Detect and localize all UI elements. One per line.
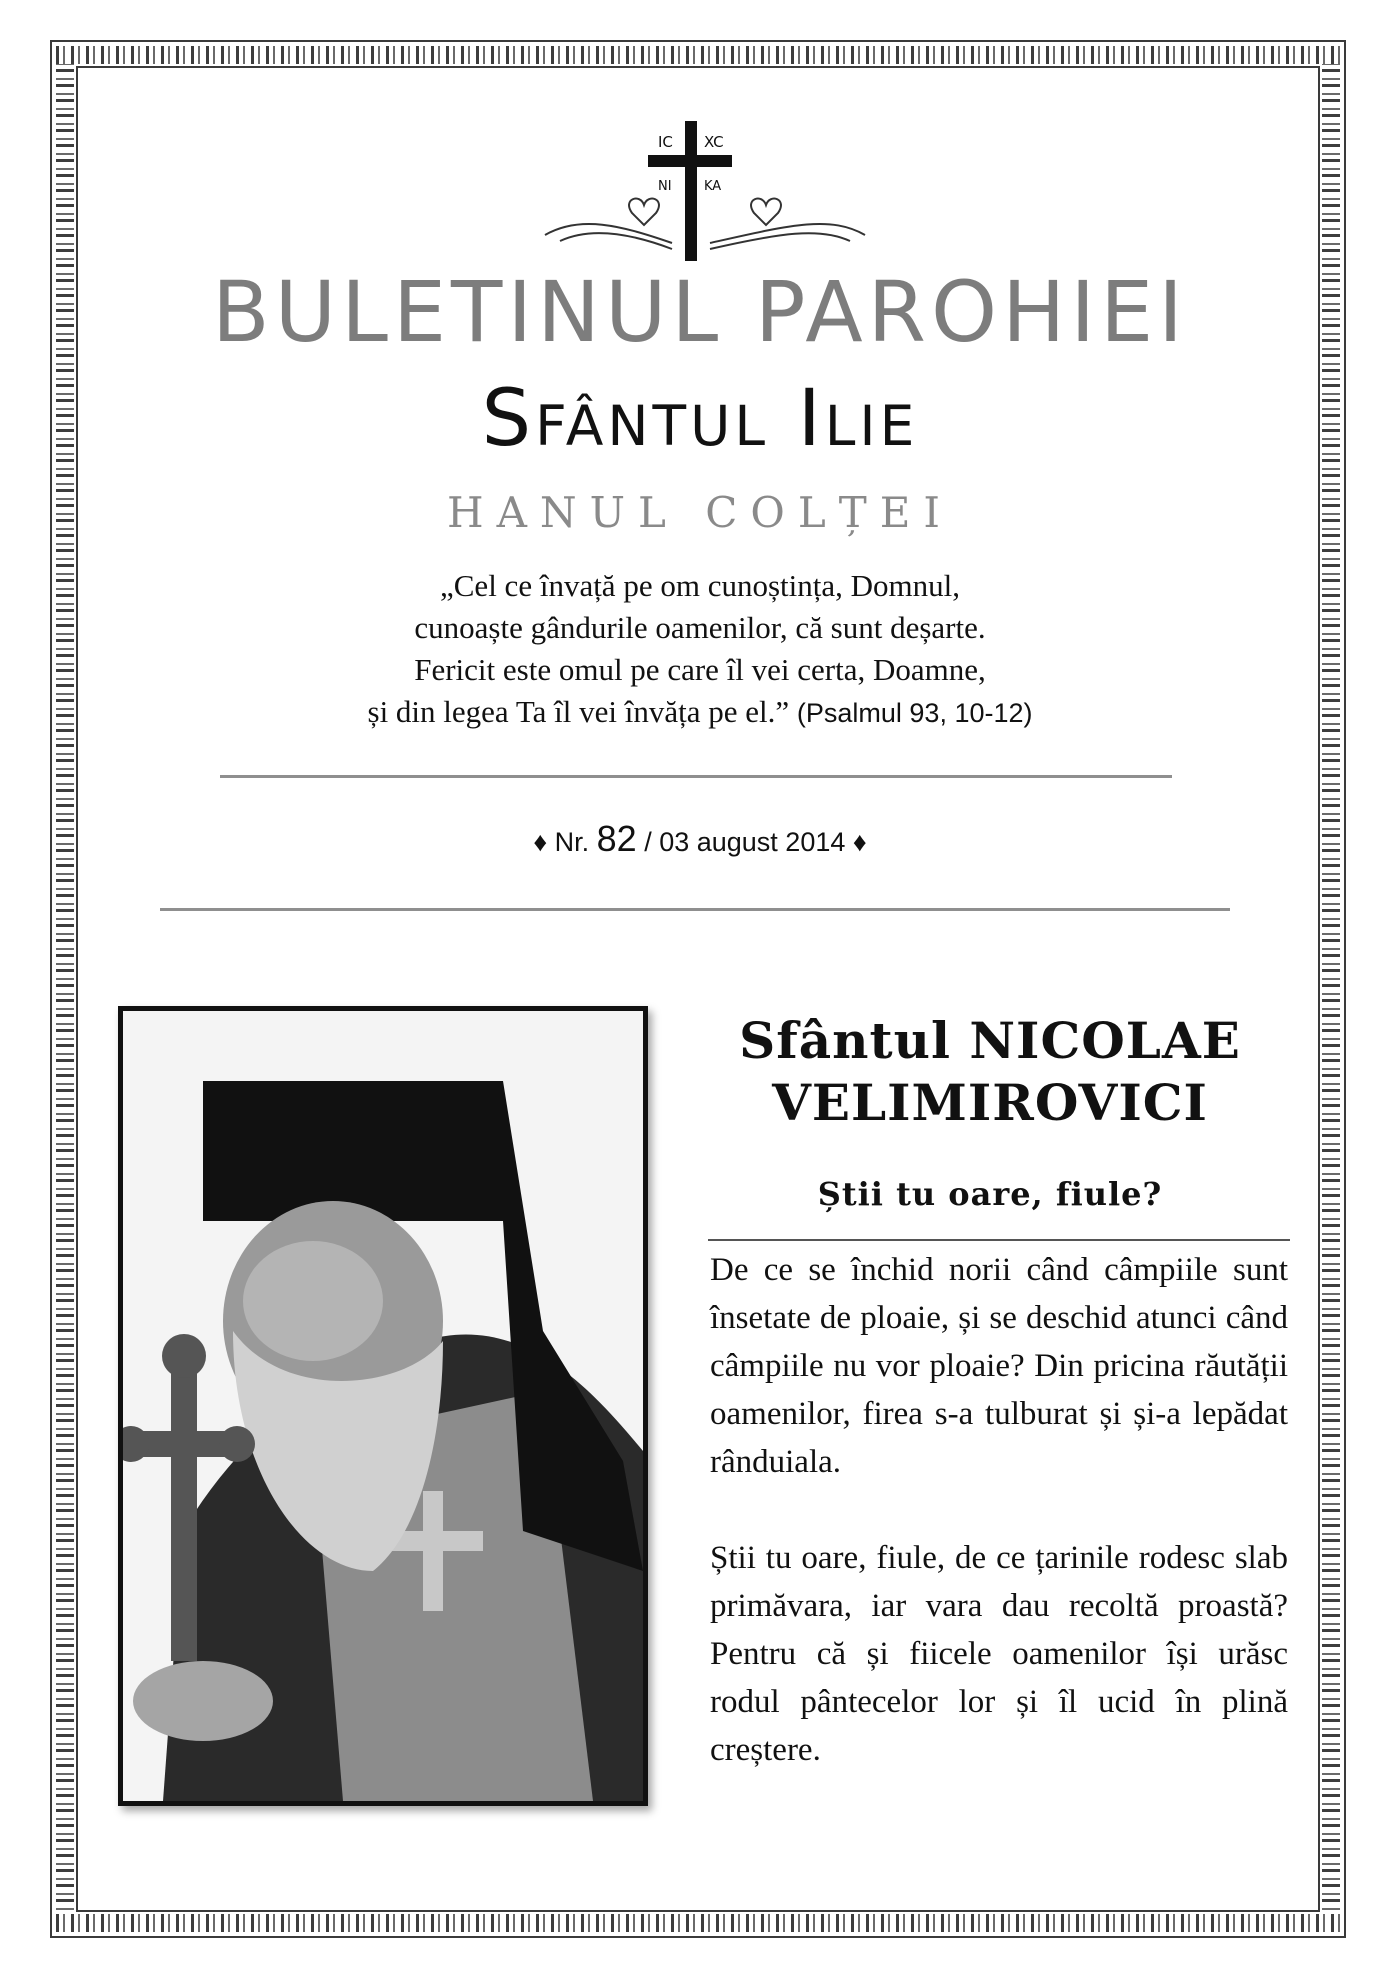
- article-title-line-2: VELIMIROVICI: [772, 1073, 1208, 1132]
- emblem-ka: KA: [704, 179, 722, 194]
- article-title-line-1: Sfântul NICOLAE: [739, 1011, 1241, 1070]
- psalm-quote: [250, 565, 1150, 734]
- flourish-left-icon: [545, 199, 672, 249]
- saint-portrait: [118, 1006, 648, 1806]
- portrait-illustration: [123, 1011, 643, 1801]
- issue-info: [0, 818, 1400, 860]
- divider-top: [220, 775, 1172, 778]
- quote-line-3: Fericit este omul pe care îl vei certa, Doamne,: [414, 652, 986, 687]
- quote-line-2: cunoaște gândurile oamenilor, că sunt deșarte.: [414, 610, 986, 645]
- divider-bottom: [160, 908, 1230, 911]
- quote-line-1: „Cel ce învață pe om cunoștința, Domnul,: [440, 568, 960, 603]
- issue-date: / 03 august 2014 ♦: [644, 827, 867, 857]
- issue-number: 82: [596, 818, 637, 859]
- quote-line-4-text: și din legea Ta îl vei învăța pe el.”: [367, 694, 790, 729]
- parish-location: HANUL COLȚEI: [446, 488, 954, 537]
- article-paragraph: Știi tu oare, fiule, de ce țarinile rodesc slab primăvara, iar vara dau recoltă proastă? Pentru că și fiicele oamenilor își urăsc rodul pântecelor lor și îl ucid în plină creștere.: [710, 1540, 1288, 1768]
- quote-reference: (Psalmul 93, 10-12): [796, 698, 1033, 728]
- article-divider: [708, 1239, 1290, 1241]
- article-body: [710, 1246, 1288, 1822]
- flourish-right-icon: [710, 199, 865, 249]
- emblem-ic: IC: [658, 133, 673, 151]
- issue-prefix: ♦ Nr.: [533, 827, 590, 857]
- parish-name: Sfântul Ilie: [481, 374, 919, 464]
- quote-line-4: [250, 691, 1150, 734]
- article-title: [690, 1010, 1290, 1134]
- article-subtitle: Știi tu oare, fiule?: [817, 1175, 1163, 1213]
- emblem-ni: NI: [658, 179, 672, 194]
- article-paragraph: De ce se închid norii când câmpiile sunt însetate de ploaie, și se deschid atunci când câmpiile nu vor ploaie? Din pricina răutății oamenilor, firea s-a tulburat și și-a lepădat rânduiala.: [710, 1252, 1288, 1480]
- cross-emblem: [540, 115, 870, 265]
- bulletin-title: BULETINUL PAROHIEI: [212, 263, 1188, 361]
- emblem-xc: XC: [704, 133, 724, 151]
